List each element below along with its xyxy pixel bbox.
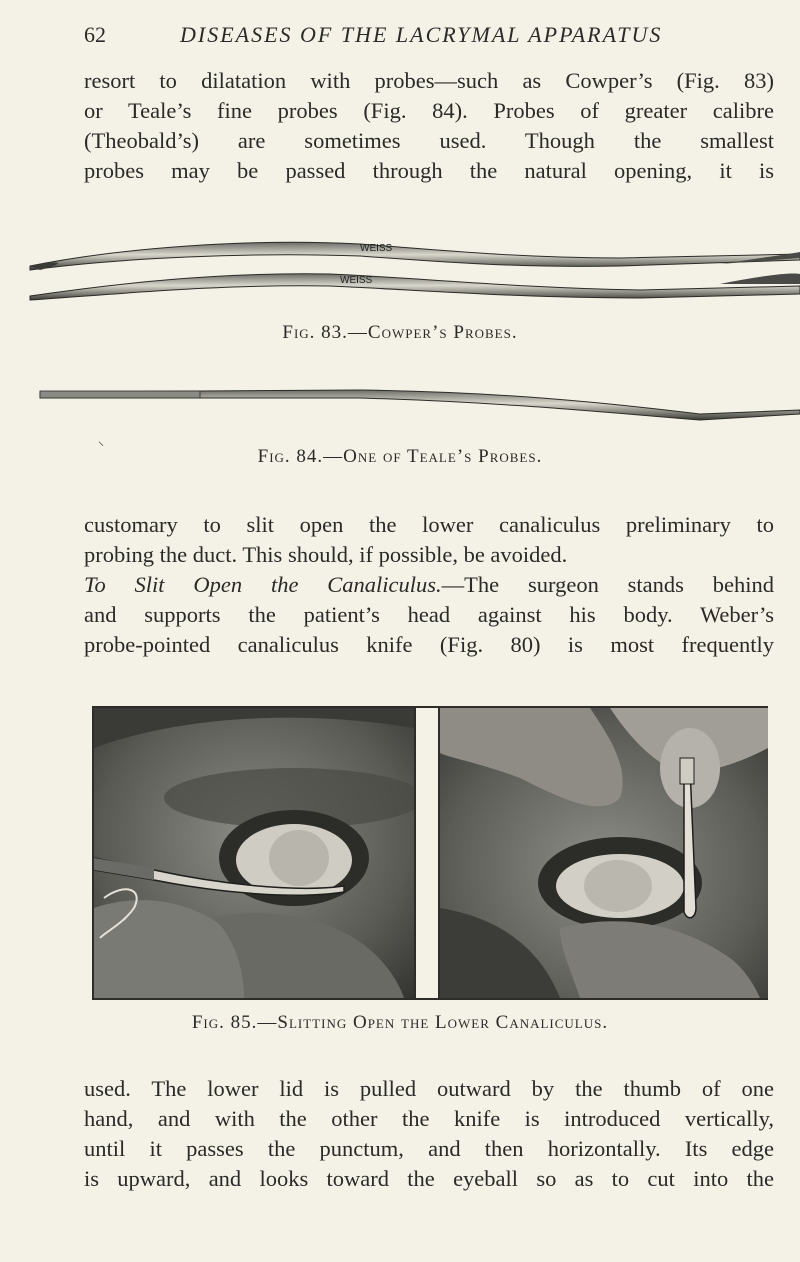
stray-mark: ⸜	[98, 434, 105, 448]
cowper-probe-lower	[30, 274, 800, 300]
page-number: 62	[84, 22, 106, 47]
paragraph-2	[84, 510, 774, 660]
text-line: and supports the patient’s head against his body. Weber’s	[84, 602, 774, 627]
cowper-probe-upper	[30, 242, 800, 270]
figure-84-probe-illustration	[0, 380, 800, 430]
paragraph-1	[84, 66, 774, 186]
figure-84-caption: Fig. 84.—One of Teale’s Probes.	[257, 446, 543, 467]
figure-85-caption: Fig. 85.—Slitting Open the Lower Canaliculus.	[191, 1012, 609, 1033]
text-line: is upward, and looks toward the eyeball so as to cut into the	[84, 1166, 774, 1191]
text-line: until it passes the punctum, and then horizontally. Its edge	[84, 1136, 774, 1161]
text-line: probes may be passed through the natural opening, it is	[84, 158, 774, 183]
figure-83-probes-illustration	[0, 228, 800, 334]
subheading-rest: —The surgeon stands behind	[441, 572, 774, 597]
figure-85-photographs	[92, 706, 768, 1000]
engraving-weiss-upper: WEISS	[360, 243, 393, 254]
text-line: resort to dilatation with probes—such as Cowper’s (Fig. 83)	[84, 68, 774, 93]
subheading-line	[84, 570, 774, 600]
figure-83-caption: Fig. 83.—Cowper’s Probes.	[282, 322, 518, 343]
text-line: probe-pointed canaliculus knife (Fig. 80) is most frequently	[84, 632, 774, 657]
text-line: customary to slit open the lower canaliculus preliminary to	[84, 512, 774, 537]
running-title: DISEASES OF THE LACRYMAL APPARATUS	[180, 22, 663, 47]
photo-left-eye-knife	[94, 708, 416, 998]
running-header	[84, 22, 764, 52]
text-line: (Theobald’s) are sometimes used. Though the smallest	[84, 128, 774, 153]
engraving-weiss-lower: WEISS	[340, 275, 373, 286]
subheading: To Slit Open the Canaliculus.	[84, 572, 442, 597]
text-line: probing the duct. This should, if possible, be avoided.	[84, 542, 568, 567]
paragraph-3	[84, 1074, 774, 1194]
text-line: used. The lower lid is pulled outward by the thumb of one	[84, 1076, 774, 1101]
text-line: or Teale’s fine probes (Fig. 84). Probes of greater calibre	[84, 98, 774, 123]
text-line: hand, and with the other the knife is introduced vertically,	[84, 1106, 774, 1131]
photo-right-eye-knife	[438, 708, 768, 998]
